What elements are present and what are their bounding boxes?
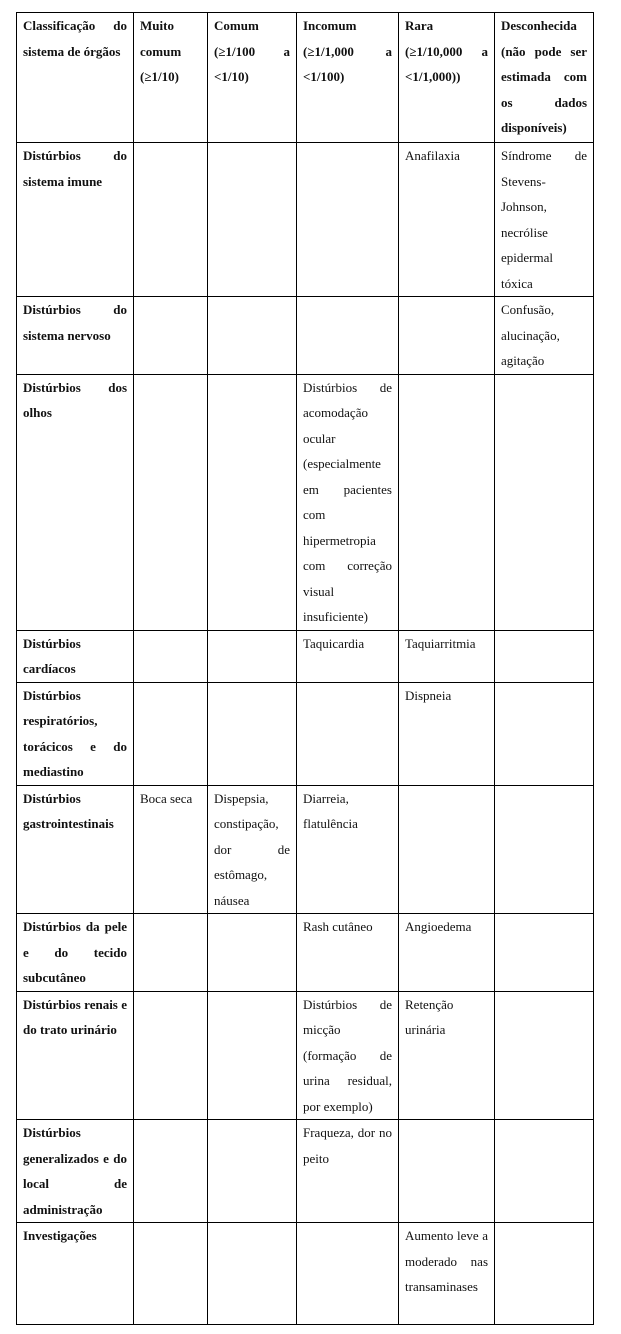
table-cell: [495, 374, 594, 630]
table-cell: [399, 1120, 495, 1223]
organ-class-cell: Distúrbios generalizados e do local de administração: [17, 1120, 134, 1223]
table-row: [17, 143, 594, 297]
table-cell: [134, 143, 208, 297]
organ-class-cell: Distúrbios da pele e do tecido subcutâneo: [17, 914, 134, 992]
organ-class-cell: Distúrbios dos olhos: [17, 374, 134, 630]
table-row: [17, 914, 594, 992]
table-cell: [134, 991, 208, 1120]
table-row: [17, 1120, 594, 1223]
header-very-common: Muito comum (≥1/10): [134, 13, 208, 143]
table-cell: [399, 374, 495, 630]
table-row: [17, 785, 594, 914]
organ-class-cell: Distúrbios gastrointestinais: [17, 785, 134, 914]
table-cell: [208, 1120, 297, 1223]
table-cell: Retenção urinária: [399, 991, 495, 1120]
table-row: [17, 1223, 594, 1325]
table-cell: [134, 374, 208, 630]
header-rare: Rara (≥1/10,000 a <1/1,000)): [399, 13, 495, 143]
table-cell: [208, 914, 297, 992]
table-row: [17, 630, 594, 682]
table-cell: [495, 682, 594, 785]
table-cell: Angioedema: [399, 914, 495, 992]
table-row: [17, 682, 594, 785]
table-cell: [495, 1223, 594, 1325]
table-cell: Taquiarritmia: [399, 630, 495, 682]
table-cell: Distúrbios de acomodação ocular (especialmente em pacientes com hipermetropia com correção visual insuficiente): [297, 374, 399, 630]
header-unknown: Desconhecida (não pode ser estimada com os dados disponíveis): [495, 13, 594, 143]
table-cell: Diarreia, flatulência: [297, 785, 399, 914]
organ-class-cell: Distúrbios cardíacos: [17, 630, 134, 682]
table-cell: Fraqueza, dor no peito: [297, 1120, 399, 1223]
table-cell: [297, 143, 399, 297]
table-cell: [495, 991, 594, 1120]
organ-class-cell: Distúrbios renais e do trato urinário: [17, 991, 134, 1120]
table-cell: [208, 630, 297, 682]
table-cell: [297, 297, 399, 375]
table-cell: [134, 914, 208, 992]
table-cell: [134, 1223, 208, 1325]
table-cell: [134, 1120, 208, 1223]
table-cell: [208, 682, 297, 785]
table-header-row: [17, 13, 594, 143]
table-row: [17, 374, 594, 630]
table-cell: Taquicardia: [297, 630, 399, 682]
table-cell: [208, 1223, 297, 1325]
table-cell: [134, 297, 208, 375]
table-cell: [495, 785, 594, 914]
table-cell: [297, 682, 399, 785]
header-uncommon: Incomum (≥1/1,000 a <1/100): [297, 13, 399, 143]
table-cell: Dispepsia, constipação, dor de estômago, náusea: [208, 785, 297, 914]
table-row: [17, 991, 594, 1120]
table-cell: [399, 297, 495, 375]
table-cell: [208, 143, 297, 297]
table-cell: [399, 785, 495, 914]
table-cell: [208, 991, 297, 1120]
table-cell: [297, 1223, 399, 1325]
table-cell: Anafilaxia: [399, 143, 495, 297]
header-organ-class: Classificação do sistema de órgãos: [17, 13, 134, 143]
table-cell: Distúrbios de micção (formação de urina residual, por exemplo): [297, 991, 399, 1120]
table-cell: Síndrome de Stevens-Johnson, necrólise epidermal tóxica: [495, 143, 594, 297]
adverse-reactions-table: [16, 12, 594, 1325]
table-row: [17, 297, 594, 375]
table-cell: [208, 297, 297, 375]
table-cell: Rash cutâneo: [297, 914, 399, 992]
table-cell: Aumento leve a moderado nas transaminases: [399, 1223, 495, 1325]
table-cell: [208, 374, 297, 630]
table-cell: [495, 914, 594, 992]
table-cell: Dispneia: [399, 682, 495, 785]
table-cell: Boca seca: [134, 785, 208, 914]
table-cell: [134, 682, 208, 785]
table-cell: [495, 1120, 594, 1223]
organ-class-cell: Distúrbios respiratórios, torácicos e do mediastino: [17, 682, 134, 785]
organ-class-cell: Distúrbios do sistema imune: [17, 143, 134, 297]
header-common: Comum (≥1/100 a <1/10): [208, 13, 297, 143]
table-cell: Confusão, alucinação, agitação: [495, 297, 594, 375]
organ-class-cell: Distúrbios do sistema nervoso: [17, 297, 134, 375]
table-cell: [134, 630, 208, 682]
organ-class-cell: Investigações: [17, 1223, 134, 1325]
table-cell: [495, 630, 594, 682]
